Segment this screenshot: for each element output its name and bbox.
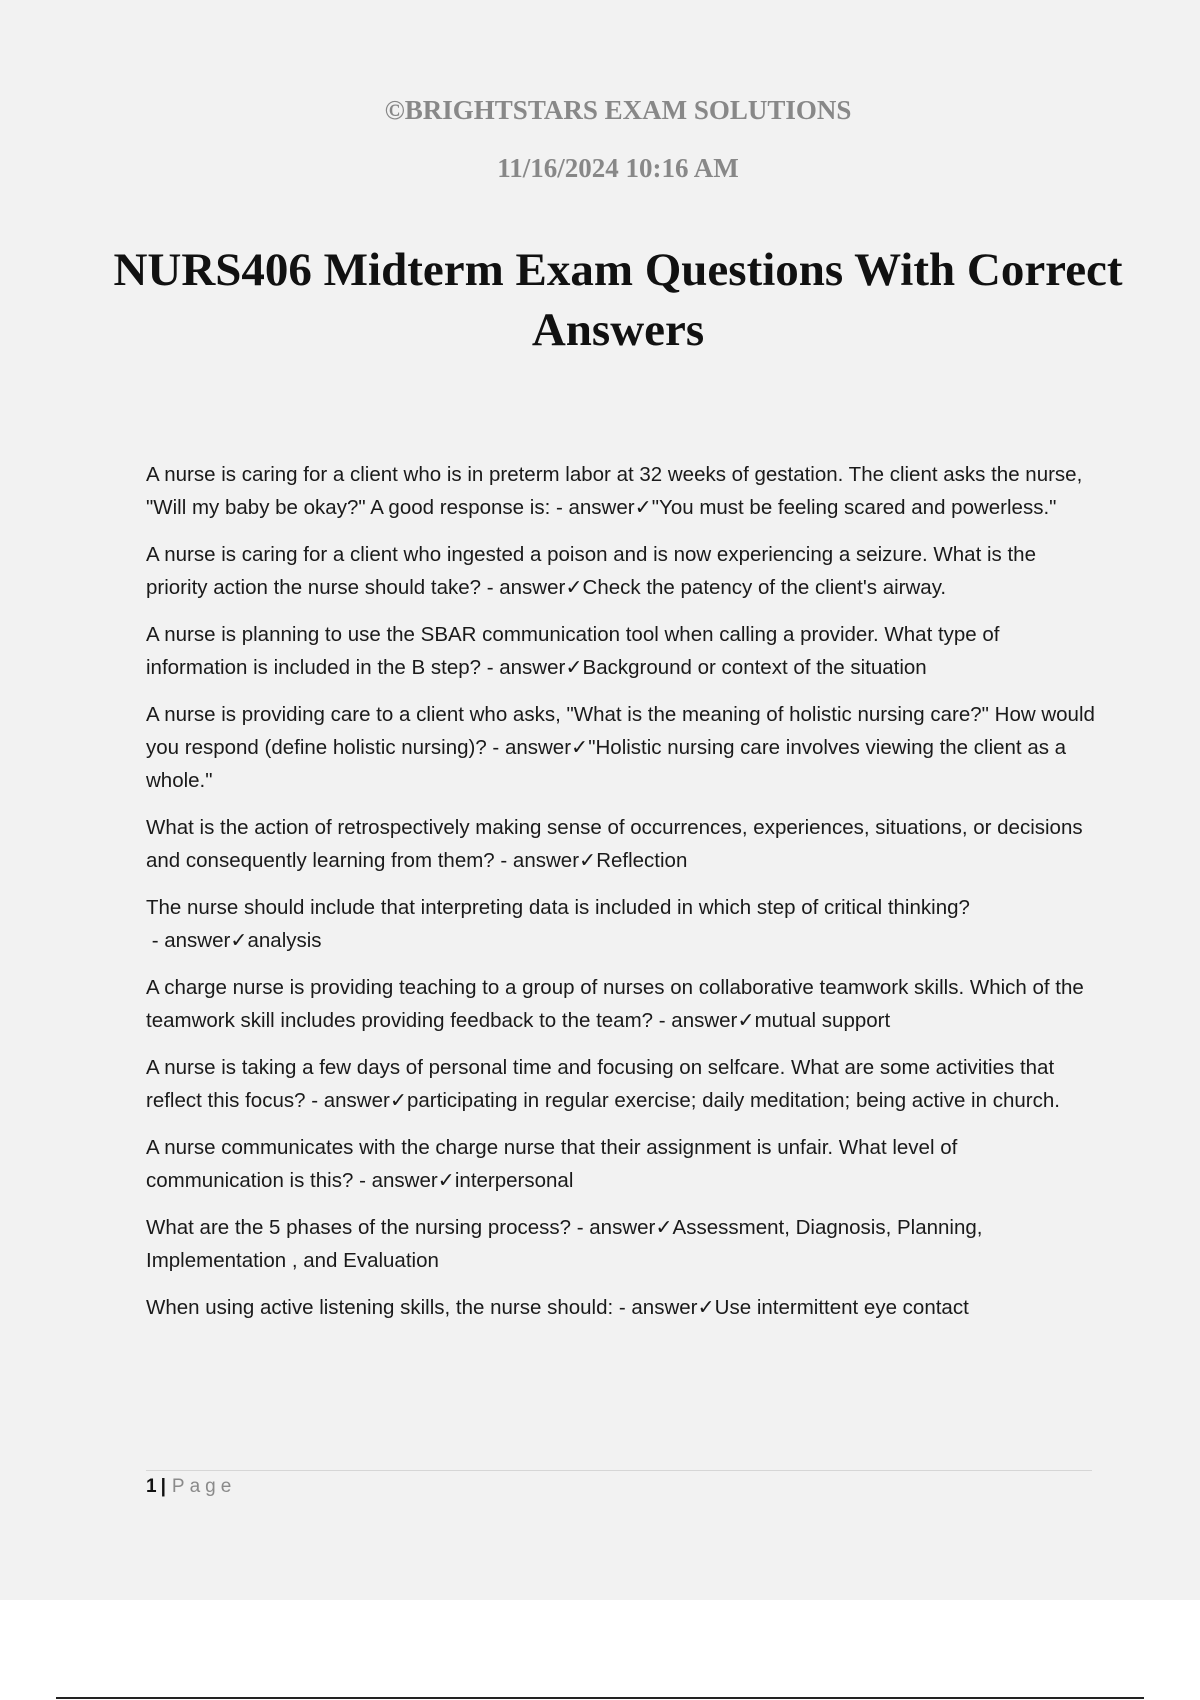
answer-text: Use intermittent eye contact: [714, 1296, 969, 1319]
answer-marker: - answer✓: [305, 1089, 407, 1112]
answer-text: interpersonal: [454, 1169, 574, 1192]
page-number: 1: [146, 1476, 157, 1497]
question-text: What is the action of retrospectively making sense of occurrences, experiences, situations, or decisions and consequently learning from them?: [146, 816, 1083, 872]
page-separator: |: [160, 1476, 166, 1497]
question-text: What are the 5 phases of the nursing process?: [146, 1216, 572, 1239]
question-text: A nurse is caring for a client who ingested a poison and is now experiencing a seizure. What is the priority action the nurse should take?: [146, 543, 1036, 599]
qa-item: [146, 1131, 1096, 1197]
answer-marker: - answer✓: [613, 1296, 715, 1319]
answer-text: analysis: [247, 929, 322, 952]
answer-marker: - answer✓: [571, 1216, 673, 1239]
page-footer: [146, 1474, 236, 1500]
qa-item: [146, 1291, 1096, 1324]
watermark-brand: ©BRIGHTSTARS EXAM SOLUTIONS: [384, 95, 852, 125]
qa-item: [146, 971, 1096, 1037]
answer-text: "Holistic nursing care involves viewing the client as a whole.": [146, 736, 1067, 792]
answer-marker: - answer✓: [353, 1169, 455, 1192]
answer-text: participating in regular exercise; daily meditation; being active in church.: [407, 1089, 1060, 1112]
question-text: A nurse is taking a few days of personal time and focusing on selfcare. What are some activities that reflect this focus?: [146, 1056, 1055, 1112]
question-text: A charge nurse is providing teaching to a group of nurses on collaborative teamwork skills. Which of the teamwork skill includes providing feedback to the team?: [146, 976, 1084, 1032]
qa-item: [146, 538, 1096, 604]
qa-item: [146, 698, 1096, 797]
answer-text: "You must be feeling scared and powerless.": [651, 496, 1057, 519]
question-text: The nurse should include that interpreting data is included in which step of critical thinking?: [146, 896, 970, 919]
question-text: A nurse communicates with the charge nurse that their assignment is unfair. What level of communication is this?: [146, 1136, 958, 1192]
answer-marker: - answer✓: [481, 576, 583, 599]
answer-marker: - answer✓: [494, 849, 597, 872]
answer-text: Assessment, Diagnosis, Planning, Implementation , and Evaluation: [146, 1216, 983, 1272]
answer-text: Reflection: [596, 849, 688, 872]
question-text: A nurse is planning to use the SBAR communication tool when calling a provider. What type of information is included in the B step?: [146, 623, 1000, 679]
answer-text: Check the patency of the client's airway.: [582, 576, 947, 599]
qa-item: [146, 891, 1096, 957]
qa-list: [146, 458, 1096, 1338]
qa-item: [146, 618, 1096, 684]
answer-marker: - answer✓: [481, 656, 583, 679]
watermark-datetime: 11/16/2024 10:16 AM: [497, 153, 739, 183]
answer-marker: - answer✓: [653, 1009, 755, 1032]
question-text: A nurse is caring for a client who is in preterm labor at 32 weeks of gestation. The client asks the nurse, "Will my baby be okay?" A good response is:: [146, 463, 1083, 519]
qa-item: [146, 1051, 1096, 1117]
answer-marker: - answer✓: [486, 736, 589, 759]
question-text: A nurse is providing care to a client who asks, "What is the meaning of holistic nursing care?" How would you respond (define holistic nursing)?: [146, 703, 1095, 759]
document-title: NURS406 Midterm Exam Questions With Correct Answers: [113, 244, 1123, 356]
answer-text: Background or context of the situation: [582, 656, 927, 679]
answer-marker: - answer✓: [550, 496, 652, 519]
footer-divider: [146, 1470, 1092, 1471]
bottom-divider: [56, 1697, 1144, 1699]
answer-marker: - answer✓: [146, 929, 248, 952]
qa-item: [146, 811, 1096, 877]
question-text: When using active listening skills, the nurse should:: [146, 1296, 614, 1319]
answer-text: mutual support: [754, 1009, 891, 1032]
qa-item: [146, 458, 1096, 524]
page-label: Page: [171, 1476, 237, 1497]
qa-item: [146, 1211, 1096, 1277]
